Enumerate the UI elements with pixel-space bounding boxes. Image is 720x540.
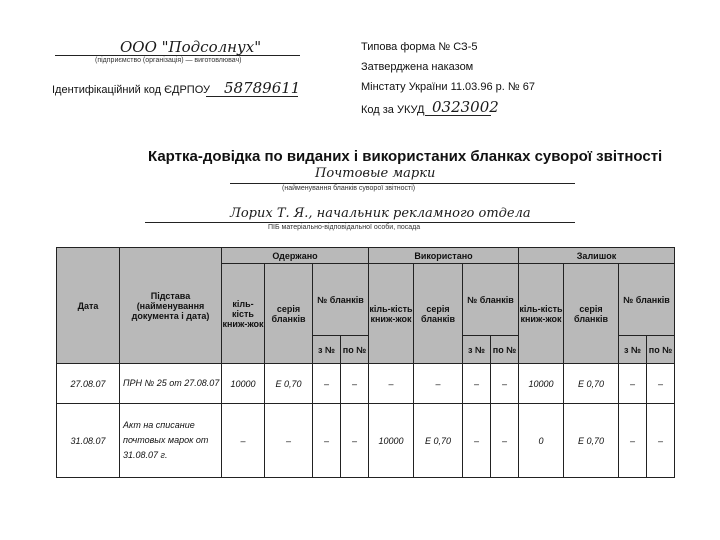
remain-qty: 10000 [519, 364, 564, 404]
header-remain-qty: кіль-кість книж-жок [519, 264, 564, 364]
table-row [57, 364, 675, 404]
organization-name: ООО "Подсолнух" [120, 38, 262, 56]
ukud-value: 0323002 [432, 98, 499, 116]
received-series: – [265, 404, 313, 478]
header-remain-num: № бланків [619, 264, 675, 336]
table-row [57, 404, 675, 478]
header-received-series: серія бланків [265, 264, 313, 364]
remain-from: – [619, 404, 647, 478]
organization-caption: (підприємство (організація) — виготовлювач) [95, 57, 242, 64]
received-from: – [313, 364, 341, 404]
header-used-qty: кіль-кість книж-жок [369, 264, 414, 364]
header-remain: Залишок [519, 248, 675, 264]
remain-to: – [647, 404, 675, 478]
remain-series: Е 0,70 [564, 404, 619, 478]
responsible-person-value: Лорих Т. Я., начальник рекламного отдела [230, 206, 531, 221]
received-to: – [341, 364, 369, 404]
blank-name-value: Почтовые марки [315, 166, 436, 181]
edrpou-label: Ідентифікаційний код ЄДРПОУ [52, 84, 211, 96]
used-to: – [491, 404, 519, 478]
used-from: – [463, 364, 491, 404]
used-from: – [463, 404, 491, 478]
used-series: – [414, 364, 463, 404]
received-from: – [313, 404, 341, 478]
blanks-table [56, 247, 675, 478]
org-underline [55, 55, 300, 56]
header-date: Дата [57, 248, 120, 364]
person-caption: ПІБ матеріально-відповідальної особи, посада [268, 224, 421, 231]
received-series: Е 0,70 [265, 364, 313, 404]
header-received: Одержано [222, 248, 369, 264]
header-remain-from: з № [619, 336, 647, 364]
received-qty: – [222, 404, 265, 478]
blank-name-underline [230, 183, 575, 184]
form-type: Типова форма № СЗ-5 [361, 41, 478, 53]
header-received-num: № бланків [313, 264, 369, 336]
row-basis: Акт на списание почтовых марок от 31.08.07 г. [120, 404, 222, 478]
edrpou-underline [206, 96, 298, 97]
header-used: Використано [369, 248, 519, 264]
ukud-label: Код за УКУД [361, 104, 425, 116]
header-received-to: по № [341, 336, 369, 364]
header-received-qty: кіль-кість книж-жок [222, 264, 265, 364]
header-received-from: з № [313, 336, 341, 364]
used-to: – [491, 364, 519, 404]
row-date: 27.08.07 [57, 364, 120, 404]
edrpou-value: 58789611 [224, 79, 301, 97]
person-underline [145, 222, 575, 223]
header-used-from: з № [463, 336, 491, 364]
header-remain-to: по № [647, 336, 675, 364]
remain-series: Е 0,70 [564, 364, 619, 404]
remain-qty: 0 [519, 404, 564, 478]
row-date: 31.08.07 [57, 404, 120, 478]
blank-name-caption: (найменування бланків суворої звітності) [282, 185, 416, 192]
used-series: Е 0,70 [414, 404, 463, 478]
remain-from: – [619, 364, 647, 404]
form-approved: Затверджена наказом [361, 61, 474, 73]
header-used-to: по № [491, 336, 519, 364]
used-qty: – [369, 364, 414, 404]
remain-to: – [647, 364, 675, 404]
header-remain-series: серія бланків [564, 264, 619, 364]
header-used-series: серія бланків [414, 264, 463, 364]
document-title: Картка-довідка по виданих і використаних бланках суворої звітності [148, 148, 663, 165]
received-qty: 10000 [222, 364, 265, 404]
received-to: – [341, 404, 369, 478]
ukud-underline [425, 115, 491, 116]
header-basis: Підстава (найменування документа і дата) [120, 248, 222, 364]
form-ministry: Мінстату України 11.03.96 р. № 67 [361, 81, 535, 93]
row-basis: ПРН № 25 от 27.08.07 [120, 364, 222, 404]
used-qty: 10000 [369, 404, 414, 478]
header-used-num: № бланків [463, 264, 519, 336]
